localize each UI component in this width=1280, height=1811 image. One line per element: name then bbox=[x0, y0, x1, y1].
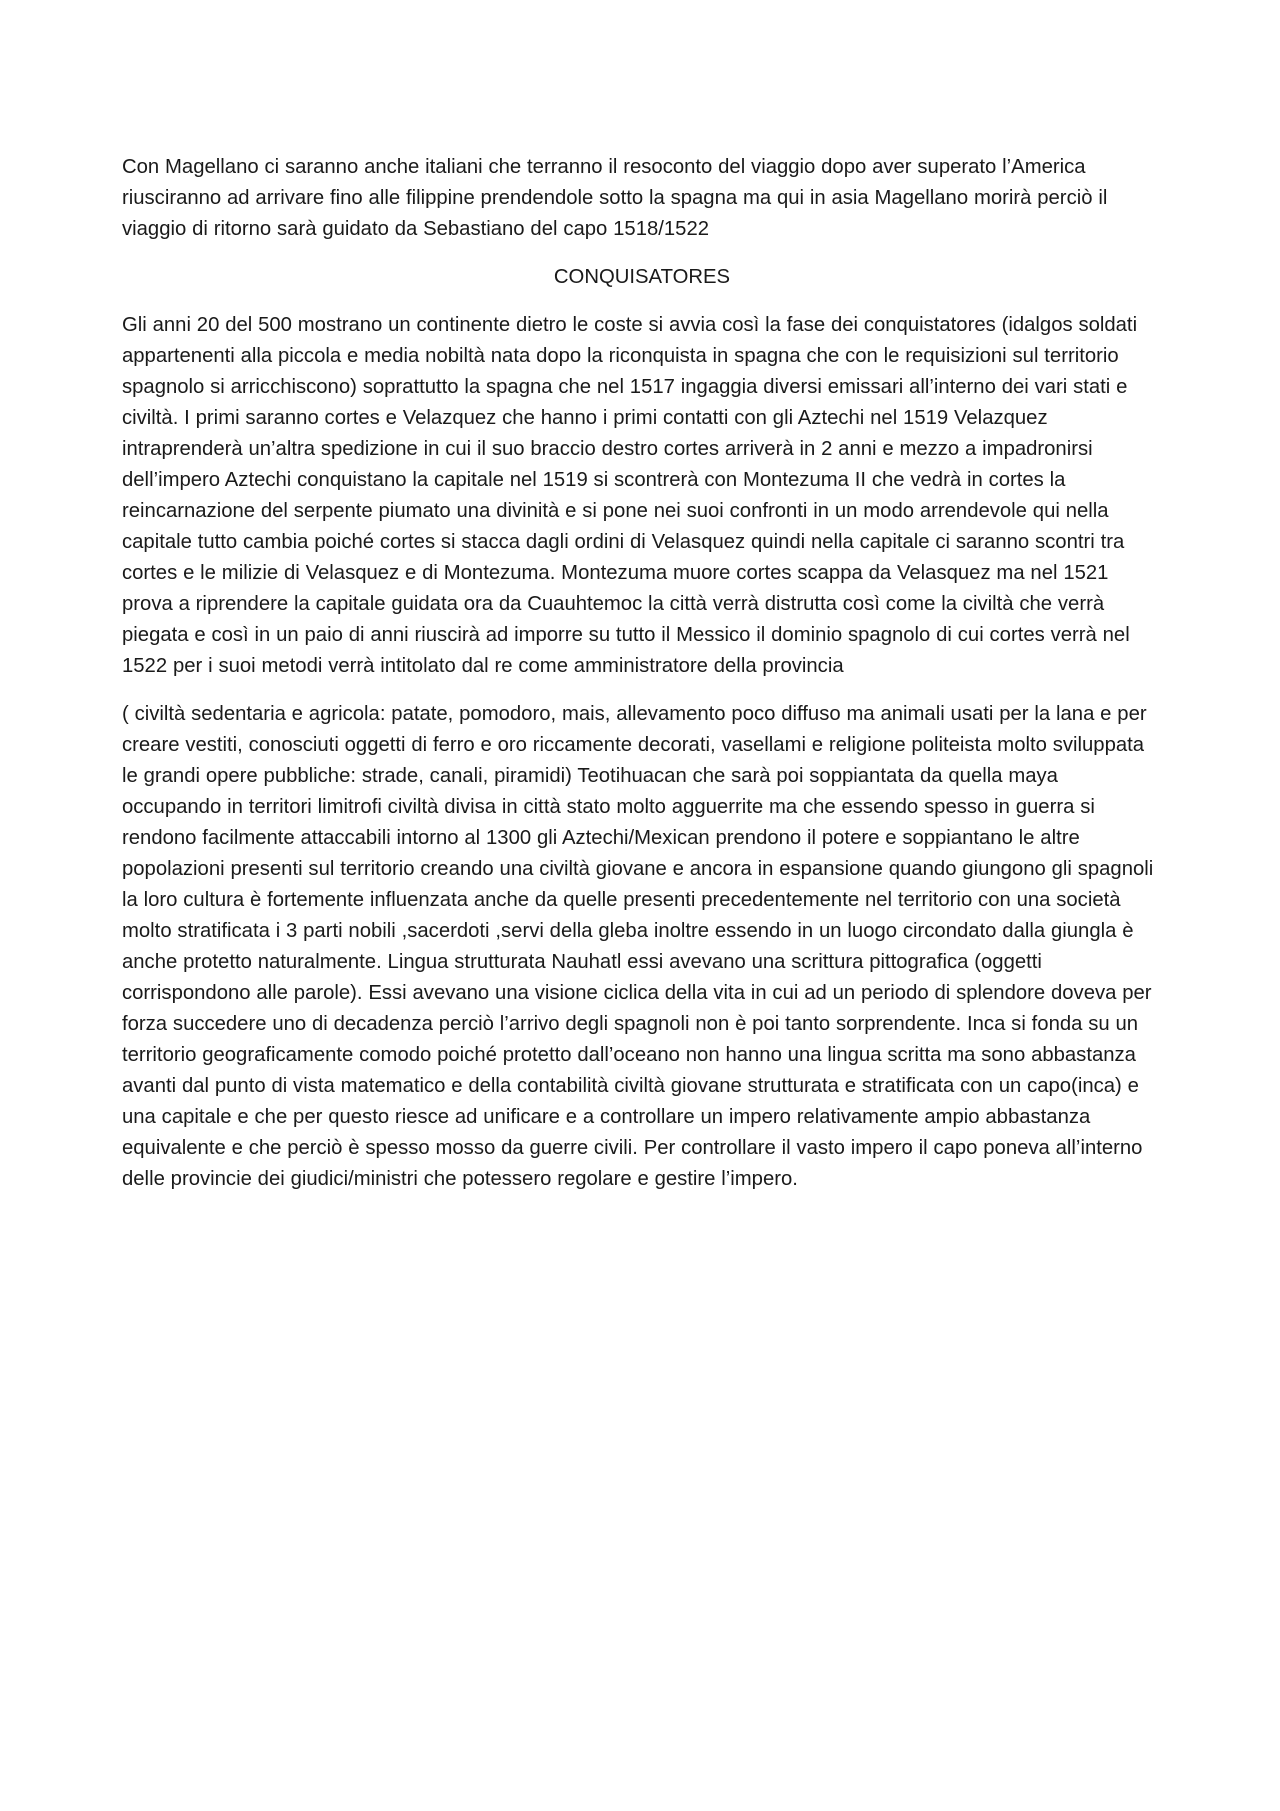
paragraph-conquistatores: Gli anni 20 del 500 mostrano un continente dietro le coste si avvia così la fase dei conquistatores (idalgos soldati appartenenti alla piccola e media nobiltà nata dopo la riconquista in spagna che con le requisizioni sul territorio spagnolo si arricchiscono) soprattutto la spagna che nel 1517 ingaggia diversi emissari all’interno dei vari stati e civiltà. I primi saranno cortes e Velazquez che hanno i primi contatti con gli Aztechi nel 1519 Velazquez intraprenderà un’altra spedizione in cui il suo braccio destro cortes arriverà in 2 anni e mezzo a impadronirsi dell’impero Aztechi conquistano la capitale nel 1519 si scontrerà con Montezuma II che vedrà in cortes la reincarnazione del serpente piumato una divinità e si pone nei suoi confronti in un modo arrendevole qui nella capitale tutto cambia poiché cortes si stacca dagli ordini di Velasquez quindi nella capitale ci saranno scontri tra cortes e le milizie di Velasquez e di Montezuma. Montezuma muore cortes scappa da Velasquez ma nel 1521 prova a riprendere la capitale guidata ora da Cuauhtemoc la città verrà distrutta così come la civiltà che verrà piegata e così in un paio di anni riuscirà ad imporre su tutto il Messico il dominio spagnolo di cui cortes verrà nel 1522 per i suoi metodi verrà intitolato dal re come amministratore della provincia bbox=[122, 314, 1138, 677]
document-body bbox=[122, 152, 1162, 1195]
section-heading: CONQUISATORES bbox=[553, 266, 731, 288]
paragraph-magellano: Con Magellano ci saranno anche italiani che terranno il resoconto del viaggio dopo aver superato l’America riusciranno ad arrivare fino alle filippine prendendole sotto la spagna ma qui in asia Magellano morirà perciò il viaggio di ritorno sarà guidato da Sebastiano del capo 1518/1522 bbox=[122, 156, 1108, 240]
paragraph-civilta: ( civiltà sedentaria e agricola: patate, pomodoro, mais, allevamento poco diffuso ma animali usati per la lana e per creare vestiti, conosciuti oggetti di ferro e oro riccamente decorati, vasellami e religione politeista molto sviluppata le grandi opere pubbliche: strade, canali, piramidi) Teotihuacan che sarà poi soppiantata da quella maya occupando in territori limitrofi civiltà divisa in città stato molto agguerrite ma che essendo spesso in guerra si rendono facilmente attaccabili intorno al 1300 gli Aztechi/Mexican prendono il potere e soppiantano le altre popolazioni presenti sul territorio creando una civiltà giovane e ancora in espansione quando giungono gli spagnoli la loro cultura è fortemente influenzata anche da quelle presenti precedentemente nel territorio con una società molto stratificata i 3 parti nobili ,sacerdoti ,servi della gleba inoltre essendo in un luogo circondato dalla giungla è anche protetto naturalmente. Lingua strutturata Nauhatl essi avevano una scrittura pittografica (oggetti corrispondono alle parole). Essi avevano una visione ciclica della vita in cui ad un periodo di splendore doveva per forza succedere uno di decadenza perciò l’arrivo degli spagnoli non è poi tanto sorprendente. Inca si fonda su un territorio geograficamente comodo poiché protetto dall’oceano non hanno una lingua scritta ma sono abbastanza avanti dal punto di vista matematico e della contabilità civiltà giovane strutturata e stratificata con un capo(inca) e una capitale e che per questo riesce ad unificare e a controllare un impero relativamente ampio abbastanza equivalente e che perciò è spesso mosso da guerre civili. Per controllare il vasto impero il capo poneva all’interno delle provincie dei giudici/ministri che potessero regolare e gestire l’impero. bbox=[122, 703, 1154, 1190]
